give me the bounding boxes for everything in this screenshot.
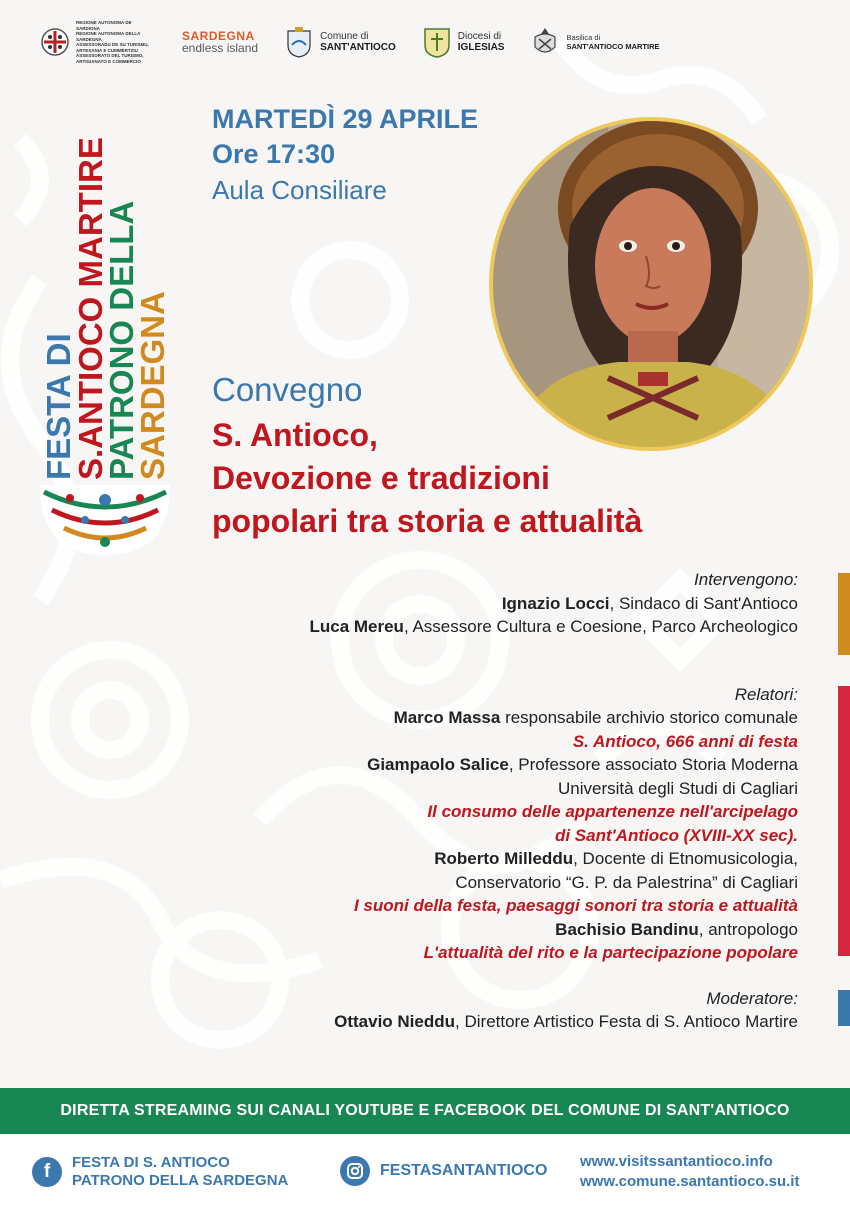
basilica-line2: SANT'ANTIOCO MARTIRE [566,42,660,51]
moderator-role: , Direttore Artistico Festa di S. Antioco Martire [455,1012,798,1031]
person-name: Ignazio Locci [501,593,610,613]
conference-label: Convegno [212,371,363,408]
conference-title [212,414,642,543]
streaming-text: DIRETTA STREAMING SUI CANALI YOUTUBE E FACEBOOK DEL COMUNE DI SANT'ANTIOCO [60,1102,790,1119]
speaker-role: , antropologo [698,919,798,939]
speaker-role: , Professore associato Storia Moderna [508,755,798,774]
sardegna-tagline: endless island [182,40,259,55]
conference-title-line: popolari tra storia e attualità [212,503,643,539]
conference-heading [212,370,642,543]
footer [0,1134,850,1215]
diocesi-crest-icon [422,25,452,59]
instagram-handle: FESTASANTANTIOCO [380,1162,548,1179]
speaker-role: , Docente di Etnomusicologia, [573,849,798,868]
speaker-item [178,753,798,777]
instagram-link[interactable] [340,1156,547,1186]
conference-title-line: S. Antioco, [212,417,378,453]
speaker-name: Marco Massa [393,708,501,727]
sponsor-logos [40,16,680,68]
website-links [580,1152,799,1192]
comune-line1: Comune di [320,31,369,42]
speaker-affiliation: Conservatorio “G. P. da Palestrina” di Cagliari [455,872,798,892]
side-bar-blue [838,990,850,1026]
basilica-line1: Basilica di [566,33,601,42]
event-time: Ore 17:30 [212,139,336,169]
regione-sardegna-logo [40,20,156,64]
diocesi-logo [422,25,505,59]
festival-logo-line2: S.ANTIOCO MARTIRE [72,137,109,480]
talk-title: di Sant'Antioco (XVIII-XX sec). [554,825,798,845]
side-bar-ochre [838,573,850,655]
diocesi-line2: IGLESIAS [457,42,505,53]
talk-title: I suoni della festa, paesaggi sonori tra storia e attualità [353,896,798,915]
person-role: , Sindaco di Sant'Antioco [609,593,798,613]
intervention-item [178,615,798,639]
speaker-name: Roberto Milleddu [434,849,574,868]
comune-crest-icon [284,25,314,59]
intervention-item [178,592,798,616]
speakers-heading: Relatori: [734,684,798,704]
sardegna-name: SARDEGNA [182,28,255,43]
sardinian-motif [40,485,170,555]
region-line: REGIONE AUTONOMA DELLA SARDEGNA [76,31,141,42]
festival-logo-line3: PATRONO DELLA [103,200,140,480]
facebook-link[interactable] [32,1154,288,1190]
festival-logo-line1: FESTA DI [40,333,77,480]
regione-crest-icon [40,25,70,59]
interventions-heading: Intervengono: [694,570,798,589]
comune-line2: SANT'ANTIOCO [320,42,396,53]
basilica-logo [530,25,659,59]
region-line: ASSESSORADU DE SU TURISMU, ARTESANIA E CUMMÈRTZIU [76,42,149,53]
event-info [212,102,478,208]
side-bar-red [838,686,850,956]
person-role: , Assessore Cultura e Coesione, Parco Archeologico [403,617,798,636]
region-line: REGIONE AUTONOMA DE SARDIGNA [76,20,132,31]
event-place: Aula Consiliare [212,175,387,205]
sardegna-endless-island-logo [182,30,258,55]
speaker-role: responsabile archivio storico comunale [500,708,798,727]
speaker-item [178,706,798,730]
speaker-item [178,847,798,871]
speaker-name: Giampaolo Salice [367,755,509,774]
website-link-visit[interactable]: www.visitssantantioco.info [580,1153,773,1170]
facebook-icon: f [32,1157,62,1187]
person-name: Luca Mereu [309,617,404,636]
diocesi-line1: Diocesi di [457,31,502,42]
festival-vertical-logo [30,100,180,560]
moderator-name: Ottavio Nieddu [334,1012,456,1031]
talk-title: L'attualità del rito e la partecipazione popolare [423,943,798,962]
facebook-line1: FESTA DI S. ANTIOCO [72,1154,230,1171]
comune-logo [284,25,396,59]
region-line: ASSESSORATO DEL TURISMO, ARTIGIANATO E COMMERCIO [76,53,144,64]
event-date: MARTEDÌ 29 APRILE [212,104,479,134]
speaker-item [178,918,798,942]
instagram-icon [340,1156,370,1186]
basilica-crest-icon [530,25,560,59]
website-link-comune[interactable]: www.comune.santantioco.su.it [580,1173,800,1190]
talk-title: Il consumo delle appartenenze nell'arcipelago [427,802,798,821]
moderator-heading: Moderatore: [706,988,798,1008]
moderator-item [178,1010,798,1034]
program-details [178,568,798,1034]
conference-title-line: Devozione e tradizioni [212,460,550,496]
speaker-name: Bachisio Bandinu [555,919,699,939]
speaker-affiliation: Università degli Studi di Cagliari [557,778,798,798]
facebook-line2: PATRONO DELLA SARDEGNA [72,1172,289,1189]
festival-logo-line4: SARDEGNA [134,291,171,480]
streaming-banner [0,1088,850,1134]
talk-title: S. Antioco, 666 anni di festa [572,731,798,751]
